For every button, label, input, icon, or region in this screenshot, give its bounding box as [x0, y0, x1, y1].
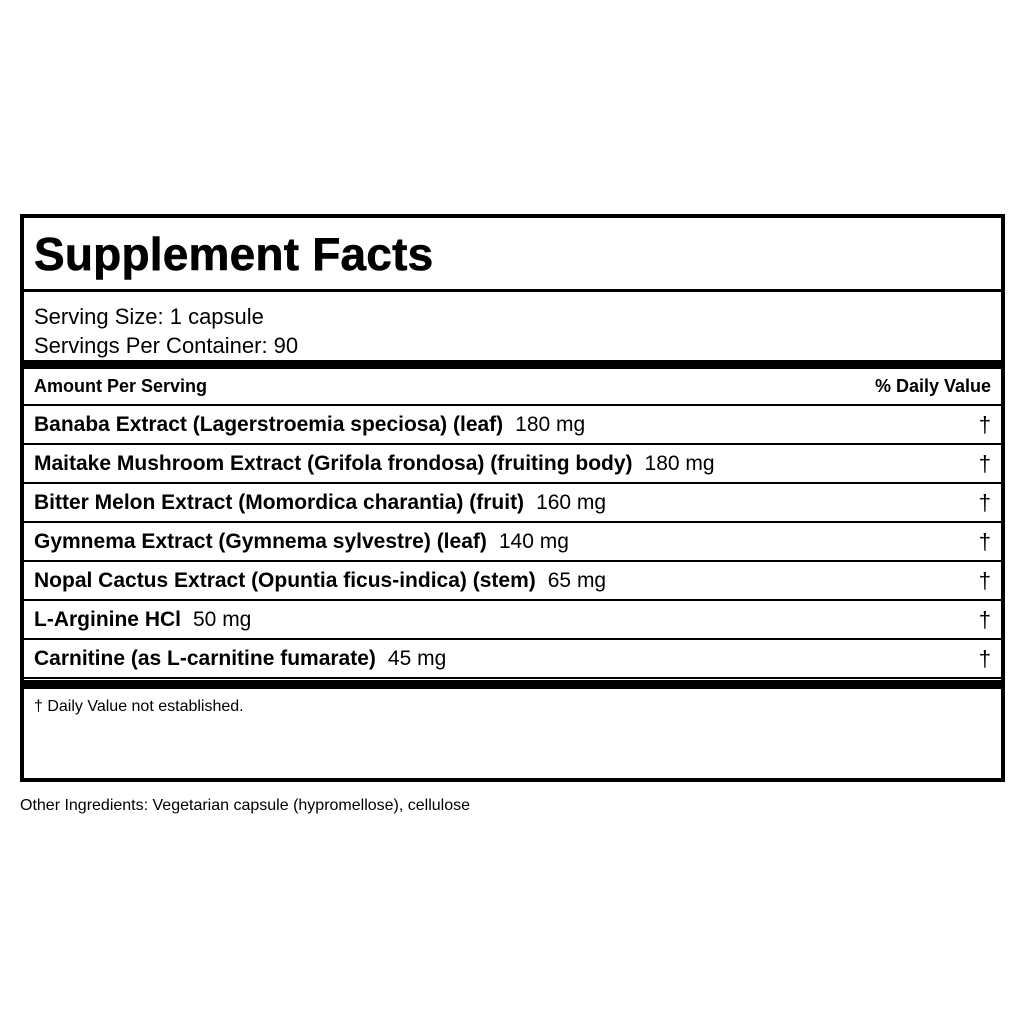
- ingredient-amount: 180 mg: [515, 412, 586, 436]
- ingredient-row: [24, 445, 1001, 484]
- thick-divider: [24, 679, 1001, 689]
- daily-value-mark: †: [978, 645, 991, 671]
- ingredient-name: Maitake Mushroom Extract (Grifola frondosa) (fruiting body): [34, 451, 633, 475]
- ingredient-row: [24, 640, 1001, 679]
- amount-per-serving-header: Amount Per Serving: [34, 376, 208, 396]
- ingredient-row: [24, 562, 1001, 601]
- column-header-row: [24, 369, 1001, 406]
- ingredient-name: Banaba Extract (Lagerstroemia speciosa) (leaf): [34, 412, 504, 436]
- ingredient-amount: 50 mg: [193, 607, 252, 631]
- ingredient-row: [24, 601, 1001, 640]
- daily-value-footnote: † Daily Value not established.: [34, 698, 244, 715]
- ingredient-amount: 65 mg: [547, 568, 607, 592]
- panel-title: Supplement Facts: [24, 218, 1001, 292]
- daily-value-header: % Daily Value: [874, 376, 991, 396]
- daily-value-mark: †: [978, 411, 991, 437]
- daily-value-mark: †: [978, 606, 991, 632]
- daily-value-mark: †: [978, 450, 991, 476]
- daily-value-mark: †: [978, 528, 991, 554]
- serving-info: [24, 292, 1001, 369]
- ingredient-name: Bitter Melon Extract (Momordica charantia) (fruit): [34, 490, 525, 514]
- ingredient-amount: 180 mg: [644, 451, 715, 475]
- ingredient-name: Carnitine (as L-carnitine fumarate): [34, 646, 376, 670]
- ingredient-amount: 160 mg: [536, 490, 607, 514]
- serving-size: Serving Size: 1 capsule: [34, 304, 264, 329]
- ingredient-amount: 45 mg: [387, 646, 447, 670]
- daily-value-mark: †: [978, 489, 991, 515]
- servings-per-container: Servings Per Container: 90: [34, 333, 299, 358]
- ingredient-name: Nopal Cactus Extract (Opuntia ficus-indica) (stem): [34, 568, 536, 592]
- ingredient-name: Gymnema Extract (Gymnema sylvestre) (leaf): [34, 529, 487, 553]
- ingredient-name: L-Arginine HCl: [34, 607, 181, 631]
- ingredient-row: [24, 406, 1001, 445]
- daily-value-mark: †: [978, 567, 991, 593]
- ingredient-row: [24, 523, 1001, 562]
- other-ingredients: Other Ingredients: Vegetarian capsule (hypromellose), cellulose: [20, 797, 471, 814]
- ingredient-amount: 140 mg: [498, 529, 569, 553]
- ingredient-row: [24, 484, 1001, 523]
- supplement-facts-panel: [20, 214, 1005, 782]
